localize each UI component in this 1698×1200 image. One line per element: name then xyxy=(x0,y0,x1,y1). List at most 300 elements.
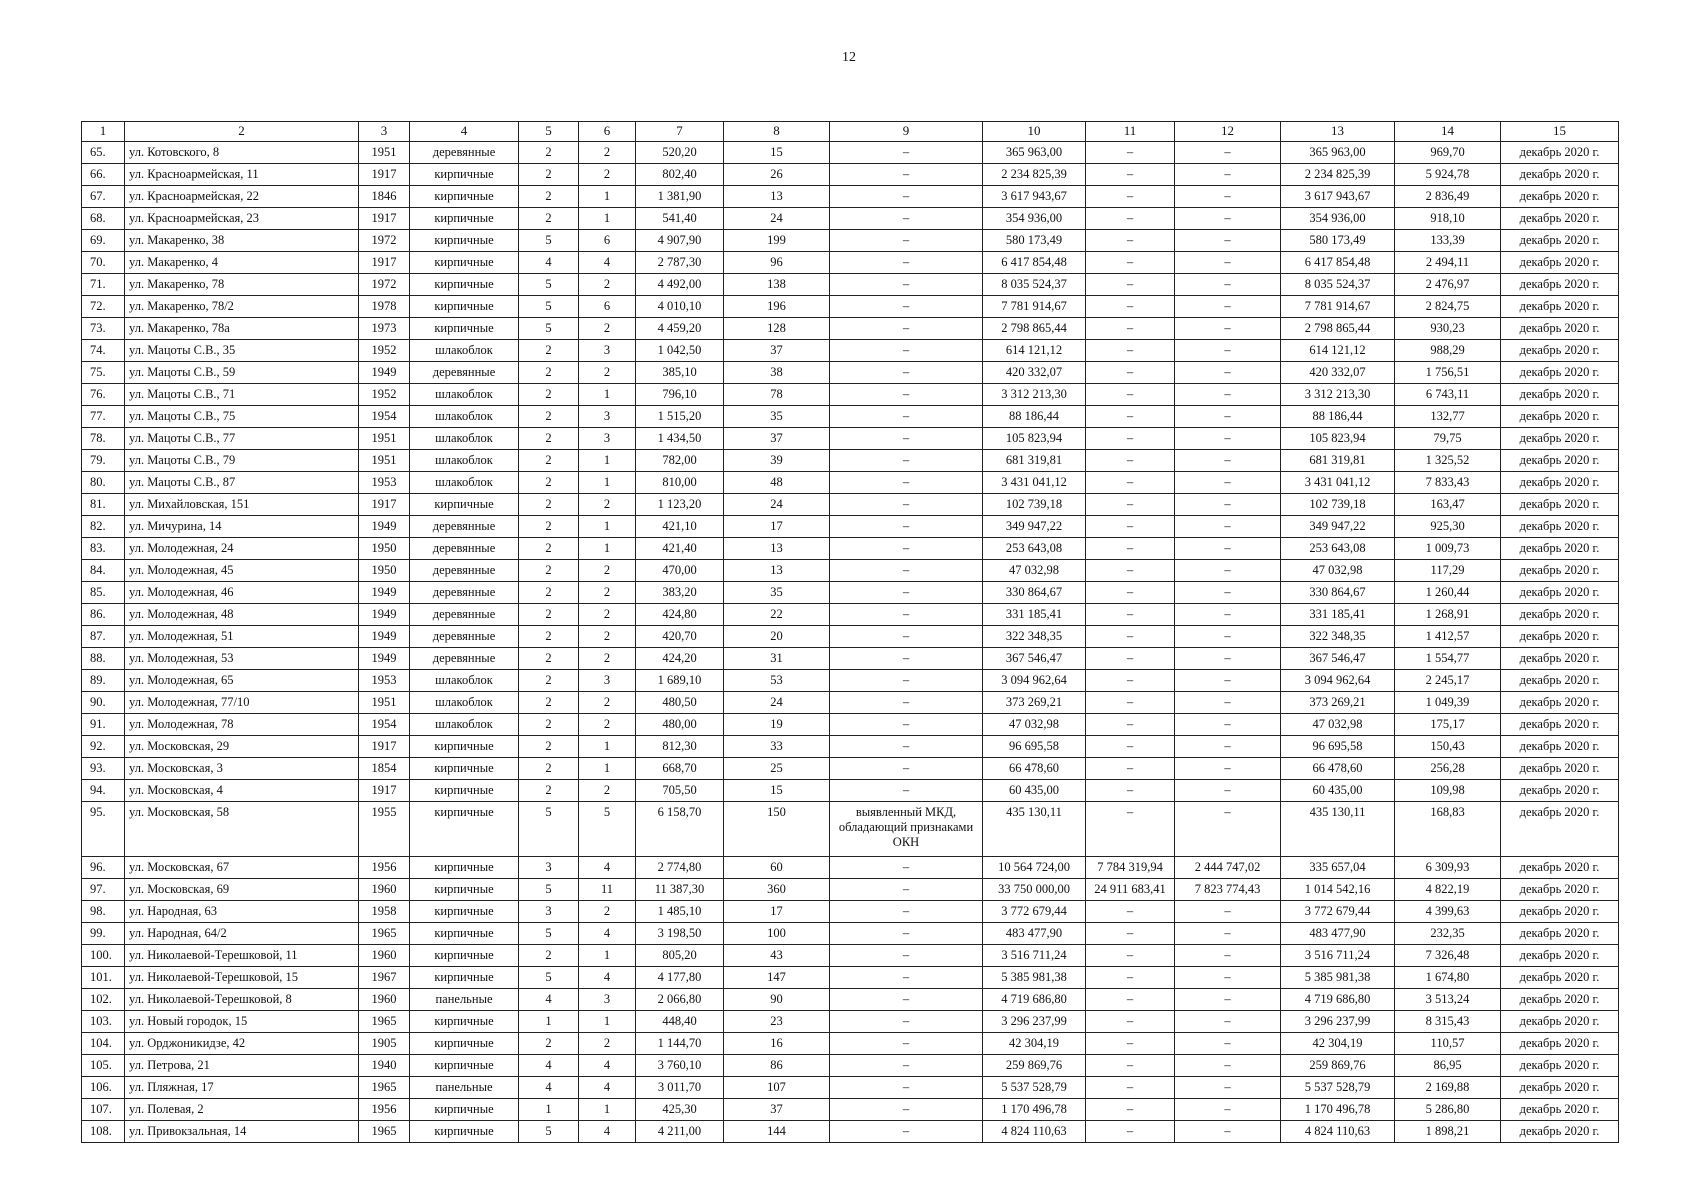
residents-cell: 48 xyxy=(724,472,830,494)
residents-cell: 13 xyxy=(724,538,830,560)
year-built-cell: 1960 xyxy=(359,989,410,1011)
entrances-cell: 2 xyxy=(579,901,636,923)
okn-status-cell: – xyxy=(830,230,983,252)
regional-share-cell: – xyxy=(1175,901,1281,923)
deadline-cell: декабрь 2020 г. xyxy=(1501,560,1619,582)
cost-per-sqm-cell: 988,29 xyxy=(1395,340,1501,362)
residents-cell: 90 xyxy=(724,989,830,1011)
deadline-cell: декабрь 2020 г. xyxy=(1501,582,1619,604)
regional-share-cell: – xyxy=(1175,472,1281,494)
total-cost-cell: 5 537 528,79 xyxy=(983,1077,1086,1099)
year-built-cell: 1917 xyxy=(359,208,410,230)
row-number-cell: 67. xyxy=(82,186,125,208)
floors-cell: 2 xyxy=(519,208,579,230)
residents-cell: 107 xyxy=(724,1077,830,1099)
column-header-5: 5 xyxy=(519,122,579,142)
address-cell: ул. Молодежная, 53 xyxy=(125,648,359,670)
floors-cell: 5 xyxy=(519,274,579,296)
fund-share-cell: – xyxy=(1086,406,1175,428)
address-cell: ул. Петрова, 21 xyxy=(125,1055,359,1077)
cost-per-sqm-cell: 925,30 xyxy=(1395,516,1501,538)
row-number-cell: 87. xyxy=(82,626,125,648)
total-cost-cell: 96 695,58 xyxy=(983,736,1086,758)
table-row xyxy=(82,967,1619,989)
okn-status-cell: – xyxy=(830,296,983,318)
row-number-cell: 70. xyxy=(82,252,125,274)
floors-cell: 2 xyxy=(519,516,579,538)
wall-material-cell: кирпичные xyxy=(410,736,519,758)
residents-cell: 16 xyxy=(724,1033,830,1055)
row-number-cell: 73. xyxy=(82,318,125,340)
deadline-cell: декабрь 2020 г. xyxy=(1501,230,1619,252)
okn-status-cell: – xyxy=(830,1077,983,1099)
deadline-cell: декабрь 2020 г. xyxy=(1501,670,1619,692)
row-number-cell: 78. xyxy=(82,428,125,450)
total-cost-cell: 3 772 679,44 xyxy=(983,901,1086,923)
row-number-cell: 91. xyxy=(82,714,125,736)
address-cell: ул. Николаевой-Терешковой, 8 xyxy=(125,989,359,1011)
address-cell: ул. Мичурина, 14 xyxy=(125,516,359,538)
total-cost-cell: 8 035 524,37 xyxy=(983,274,1086,296)
wall-material-cell: деревянные xyxy=(410,582,519,604)
entrances-cell: 3 xyxy=(579,428,636,450)
area-cell: 810,00 xyxy=(636,472,724,494)
okn-status-cell: – xyxy=(830,1011,983,1033)
entrances-cell: 2 xyxy=(579,604,636,626)
table-body xyxy=(82,142,1619,1143)
deadline-cell: декабрь 2020 г. xyxy=(1501,692,1619,714)
year-built-cell: 1973 xyxy=(359,318,410,340)
fund-share-cell: – xyxy=(1086,538,1175,560)
row-number-cell: 77. xyxy=(82,406,125,428)
fund-share-cell: 7 784 319,94 xyxy=(1086,857,1175,879)
cost-per-sqm-cell: 2 476,97 xyxy=(1395,274,1501,296)
cost-per-sqm-cell: 6 743,11 xyxy=(1395,384,1501,406)
local-share-cell: 349 947,22 xyxy=(1281,516,1395,538)
residents-cell: 37 xyxy=(724,428,830,450)
total-cost-cell: 3 312 213,30 xyxy=(983,384,1086,406)
total-cost-cell: 3 516 711,24 xyxy=(983,945,1086,967)
floors-cell: 2 xyxy=(519,780,579,802)
deadline-cell: декабрь 2020 г. xyxy=(1501,879,1619,901)
row-number-cell: 84. xyxy=(82,560,125,582)
year-built-cell: 1965 xyxy=(359,1011,410,1033)
year-built-cell: 1917 xyxy=(359,780,410,802)
row-number-cell: 79. xyxy=(82,450,125,472)
entrances-cell: 2 xyxy=(579,274,636,296)
local-share-cell: 8 035 524,37 xyxy=(1281,274,1395,296)
row-number-cell: 105. xyxy=(82,1055,125,1077)
area-cell: 383,20 xyxy=(636,582,724,604)
row-number-cell: 100. xyxy=(82,945,125,967)
deadline-cell: декабрь 2020 г. xyxy=(1501,252,1619,274)
residents-cell: 39 xyxy=(724,450,830,472)
area-cell: 3 760,10 xyxy=(636,1055,724,1077)
fund-share-cell: – xyxy=(1086,989,1175,1011)
cost-per-sqm-cell: 1 049,39 xyxy=(1395,692,1501,714)
area-cell: 705,50 xyxy=(636,780,724,802)
regional-share-cell: – xyxy=(1175,802,1281,857)
entrances-cell: 2 xyxy=(579,714,636,736)
fund-share-cell: – xyxy=(1086,1077,1175,1099)
regional-share-cell: – xyxy=(1175,516,1281,538)
residents-cell: 13 xyxy=(724,186,830,208)
entrances-cell: 3 xyxy=(579,989,636,1011)
cost-per-sqm-cell: 232,35 xyxy=(1395,923,1501,945)
residents-cell: 37 xyxy=(724,340,830,362)
address-cell: ул. Молодежная, 45 xyxy=(125,560,359,582)
cost-per-sqm-cell: 175,17 xyxy=(1395,714,1501,736)
deadline-cell: декабрь 2020 г. xyxy=(1501,208,1619,230)
entrances-cell: 2 xyxy=(579,692,636,714)
cost-per-sqm-cell: 1 260,44 xyxy=(1395,582,1501,604)
row-number-cell: 88. xyxy=(82,648,125,670)
total-cost-cell: 47 032,98 xyxy=(983,560,1086,582)
address-cell: ул. Молодежная, 24 xyxy=(125,538,359,560)
floors-cell: 5 xyxy=(519,318,579,340)
entrances-cell: 1 xyxy=(579,384,636,406)
area-cell: 3 198,50 xyxy=(636,923,724,945)
table-row xyxy=(82,879,1619,901)
area-cell: 480,50 xyxy=(636,692,724,714)
year-built-cell: 1951 xyxy=(359,142,410,164)
fund-share-cell: – xyxy=(1086,560,1175,582)
fund-share-cell: – xyxy=(1086,164,1175,186)
area-cell: 796,10 xyxy=(636,384,724,406)
okn-status-cell: – xyxy=(830,1033,983,1055)
local-share-cell: 367 546,47 xyxy=(1281,648,1395,670)
address-cell: ул. Народная, 63 xyxy=(125,901,359,923)
regional-share-cell: – xyxy=(1175,670,1281,692)
total-cost-cell: 2 798 865,44 xyxy=(983,318,1086,340)
local-share-cell: 253 643,08 xyxy=(1281,538,1395,560)
regional-share-cell: – xyxy=(1175,736,1281,758)
regional-share-cell: – xyxy=(1175,296,1281,318)
local-share-cell: 580 173,49 xyxy=(1281,230,1395,252)
residents-cell: 24 xyxy=(724,494,830,516)
deadline-cell: декабрь 2020 г. xyxy=(1501,186,1619,208)
year-built-cell: 1956 xyxy=(359,1099,410,1121)
entrances-cell: 2 xyxy=(579,626,636,648)
entrances-cell: 4 xyxy=(579,1121,636,1143)
cost-per-sqm-cell: 5 924,78 xyxy=(1395,164,1501,186)
wall-material-cell: шлакоблок xyxy=(410,428,519,450)
cost-per-sqm-cell: 1 009,73 xyxy=(1395,538,1501,560)
wall-material-cell: шлакоблок xyxy=(410,340,519,362)
floors-cell: 5 xyxy=(519,296,579,318)
total-cost-cell: 681 319,81 xyxy=(983,450,1086,472)
okn-status-cell: – xyxy=(830,450,983,472)
table-row xyxy=(82,384,1619,406)
address-cell: ул. Орджоникидзе, 42 xyxy=(125,1033,359,1055)
regional-share-cell: – xyxy=(1175,989,1281,1011)
floors-cell: 1 xyxy=(519,1099,579,1121)
table-row xyxy=(82,989,1619,1011)
address-cell: ул. Полевая, 2 xyxy=(125,1099,359,1121)
floors-cell: 5 xyxy=(519,879,579,901)
deadline-cell: декабрь 2020 г. xyxy=(1501,538,1619,560)
fund-share-cell: – xyxy=(1086,967,1175,989)
wall-material-cell: кирпичные xyxy=(410,802,519,857)
year-built-cell: 1958 xyxy=(359,901,410,923)
floors-cell: 2 xyxy=(519,670,579,692)
row-number-cell: 96. xyxy=(82,857,125,879)
address-cell: ул. Молодежная, 78 xyxy=(125,714,359,736)
total-cost-cell: 3 094 962,64 xyxy=(983,670,1086,692)
wall-material-cell: деревянные xyxy=(410,538,519,560)
deadline-cell: декабрь 2020 г. xyxy=(1501,318,1619,340)
residents-cell: 15 xyxy=(724,780,830,802)
entrances-cell: 4 xyxy=(579,923,636,945)
regional-share-cell: – xyxy=(1175,1099,1281,1121)
local-share-cell: 330 864,67 xyxy=(1281,582,1395,604)
table-row xyxy=(82,648,1619,670)
floors-cell: 4 xyxy=(519,1055,579,1077)
total-cost-cell: 42 304,19 xyxy=(983,1033,1086,1055)
regional-share-cell: – xyxy=(1175,450,1281,472)
table-row xyxy=(82,472,1619,494)
fund-share-cell: – xyxy=(1086,450,1175,472)
table-row xyxy=(82,1121,1619,1143)
residents-cell: 96 xyxy=(724,252,830,274)
year-built-cell: 1978 xyxy=(359,296,410,318)
row-number-cell: 85. xyxy=(82,582,125,604)
area-cell: 812,30 xyxy=(636,736,724,758)
year-built-cell: 1954 xyxy=(359,714,410,736)
floors-cell: 5 xyxy=(519,967,579,989)
year-built-cell: 1951 xyxy=(359,428,410,450)
total-cost-cell: 4 824 110,63 xyxy=(983,1121,1086,1143)
address-cell: ул. Московская, 67 xyxy=(125,857,359,879)
year-built-cell: 1917 xyxy=(359,164,410,186)
fund-share-cell: – xyxy=(1086,692,1175,714)
floors-cell: 2 xyxy=(519,714,579,736)
area-cell: 425,30 xyxy=(636,1099,724,1121)
deadline-cell: декабрь 2020 г. xyxy=(1501,780,1619,802)
area-cell: 2 787,30 xyxy=(636,252,724,274)
area-cell: 420,70 xyxy=(636,626,724,648)
total-cost-cell: 5 385 981,38 xyxy=(983,967,1086,989)
deadline-cell: декабрь 2020 г. xyxy=(1501,967,1619,989)
wall-material-cell: кирпичные xyxy=(410,967,519,989)
regional-share-cell: – xyxy=(1175,1077,1281,1099)
wall-material-cell: кирпичные xyxy=(410,296,519,318)
area-cell: 520,20 xyxy=(636,142,724,164)
total-cost-cell: 47 032,98 xyxy=(983,714,1086,736)
total-cost-cell: 88 186,44 xyxy=(983,406,1086,428)
table-row xyxy=(82,516,1619,538)
residents-cell: 23 xyxy=(724,1011,830,1033)
regional-share-cell: – xyxy=(1175,923,1281,945)
local-share-cell: 66 478,60 xyxy=(1281,758,1395,780)
row-number-cell: 81. xyxy=(82,494,125,516)
local-share-cell: 681 319,81 xyxy=(1281,450,1395,472)
floors-cell: 2 xyxy=(519,472,579,494)
table-row xyxy=(82,1011,1619,1033)
deadline-cell: декабрь 2020 г. xyxy=(1501,923,1619,945)
column-header-14: 14 xyxy=(1395,122,1501,142)
fund-share-cell: – xyxy=(1086,901,1175,923)
area-cell: 782,00 xyxy=(636,450,724,472)
local-share-cell: 42 304,19 xyxy=(1281,1033,1395,1055)
table-row xyxy=(82,736,1619,758)
regional-share-cell: – xyxy=(1175,692,1281,714)
table-row xyxy=(82,494,1619,516)
deadline-cell: декабрь 2020 г. xyxy=(1501,714,1619,736)
column-header-15: 15 xyxy=(1501,122,1619,142)
regional-share-cell: – xyxy=(1175,362,1281,384)
wall-material-cell: кирпичные xyxy=(410,164,519,186)
local-share-cell: 4 824 110,63 xyxy=(1281,1121,1395,1143)
fund-share-cell: – xyxy=(1086,923,1175,945)
year-built-cell: 1949 xyxy=(359,626,410,648)
year-built-cell: 1967 xyxy=(359,967,410,989)
regional-share-cell: – xyxy=(1175,252,1281,274)
area-cell: 385,10 xyxy=(636,362,724,384)
cost-per-sqm-cell: 1 325,52 xyxy=(1395,450,1501,472)
floors-cell: 2 xyxy=(519,604,579,626)
regional-share-cell: – xyxy=(1175,208,1281,230)
cost-per-sqm-cell: 8 315,43 xyxy=(1395,1011,1501,1033)
year-built-cell: 1917 xyxy=(359,252,410,274)
wall-material-cell: деревянные xyxy=(410,516,519,538)
cost-per-sqm-cell: 109,98 xyxy=(1395,780,1501,802)
total-cost-cell: 330 864,67 xyxy=(983,582,1086,604)
okn-status-cell: – xyxy=(830,1121,983,1143)
wall-material-cell: шлакоблок xyxy=(410,714,519,736)
deadline-cell: декабрь 2020 г. xyxy=(1501,516,1619,538)
total-cost-cell: 259 869,76 xyxy=(983,1055,1086,1077)
okn-status-cell: – xyxy=(830,670,983,692)
area-cell: 421,10 xyxy=(636,516,724,538)
regional-share-cell: – xyxy=(1175,428,1281,450)
page-number: 12 xyxy=(842,50,856,65)
wall-material-cell: кирпичные xyxy=(410,901,519,923)
deadline-cell: декабрь 2020 г. xyxy=(1501,164,1619,186)
total-cost-cell: 483 477,90 xyxy=(983,923,1086,945)
total-cost-cell: 66 478,60 xyxy=(983,758,1086,780)
floors-cell: 4 xyxy=(519,1077,579,1099)
local-share-cell: 3 617 943,67 xyxy=(1281,186,1395,208)
total-cost-cell: 253 643,08 xyxy=(983,538,1086,560)
floors-cell: 2 xyxy=(519,626,579,648)
cost-per-sqm-cell: 2 836,49 xyxy=(1395,186,1501,208)
okn-status-cell: – xyxy=(830,472,983,494)
residents-cell: 17 xyxy=(724,516,830,538)
area-cell: 6 158,70 xyxy=(636,802,724,857)
okn-status-cell: – xyxy=(830,428,983,450)
total-cost-cell: 1 170 496,78 xyxy=(983,1099,1086,1121)
column-header-6: 6 xyxy=(579,122,636,142)
table-row xyxy=(82,318,1619,340)
floors-cell: 2 xyxy=(519,450,579,472)
residents-cell: 78 xyxy=(724,384,830,406)
total-cost-cell: 365 963,00 xyxy=(983,142,1086,164)
year-built-cell: 1950 xyxy=(359,560,410,582)
wall-material-cell: кирпичные xyxy=(410,1099,519,1121)
deadline-cell: декабрь 2020 г. xyxy=(1501,1099,1619,1121)
regional-share-cell: – xyxy=(1175,406,1281,428)
fund-share-cell: – xyxy=(1086,736,1175,758)
okn-status-cell: – xyxy=(830,208,983,230)
floors-cell: 2 xyxy=(519,582,579,604)
okn-status-cell: – xyxy=(830,362,983,384)
entrances-cell: 4 xyxy=(579,1055,636,1077)
entrances-cell: 1 xyxy=(579,472,636,494)
year-built-cell: 1965 xyxy=(359,1077,410,1099)
fund-share-cell: – xyxy=(1086,274,1175,296)
row-number-cell: 108. xyxy=(82,1121,125,1143)
okn-status-cell: – xyxy=(830,736,983,758)
fund-share-cell: – xyxy=(1086,318,1175,340)
floors-cell: 2 xyxy=(519,692,579,714)
cost-per-sqm-cell: 6 309,93 xyxy=(1395,857,1501,879)
floors-cell: 2 xyxy=(519,428,579,450)
year-built-cell: 1953 xyxy=(359,472,410,494)
floors-cell: 5 xyxy=(519,1121,579,1143)
cost-per-sqm-cell: 2 245,17 xyxy=(1395,670,1501,692)
area-cell: 668,70 xyxy=(636,758,724,780)
row-number-cell: 106. xyxy=(82,1077,125,1099)
local-share-cell: 3 431 041,12 xyxy=(1281,472,1395,494)
wall-material-cell: шлакоблок xyxy=(410,450,519,472)
year-built-cell: 1951 xyxy=(359,692,410,714)
floors-cell: 5 xyxy=(519,230,579,252)
residents-cell: 26 xyxy=(724,164,830,186)
residents-cell: 33 xyxy=(724,736,830,758)
address-cell: ул. Молодежная, 51 xyxy=(125,626,359,648)
fund-share-cell: – xyxy=(1086,362,1175,384)
entrances-cell: 1 xyxy=(579,186,636,208)
year-built-cell: 1846 xyxy=(359,186,410,208)
area-cell: 421,40 xyxy=(636,538,724,560)
regional-share-cell: – xyxy=(1175,582,1281,604)
okn-status-cell: – xyxy=(830,252,983,274)
regional-share-cell: – xyxy=(1175,340,1281,362)
residents-cell: 37 xyxy=(724,1099,830,1121)
deadline-cell: декабрь 2020 г. xyxy=(1501,296,1619,318)
table-row xyxy=(82,857,1619,879)
address-cell: ул. Михайловская, 151 xyxy=(125,494,359,516)
fund-share-cell: – xyxy=(1086,340,1175,362)
cost-per-sqm-cell: 132,77 xyxy=(1395,406,1501,428)
column-header-10: 10 xyxy=(983,122,1086,142)
deadline-cell: декабрь 2020 г. xyxy=(1501,142,1619,164)
address-cell: ул. Мацоты С.В., 75 xyxy=(125,406,359,428)
area-cell: 4 010,10 xyxy=(636,296,724,318)
local-share-cell: 259 869,76 xyxy=(1281,1055,1395,1077)
total-cost-cell: 580 173,49 xyxy=(983,230,1086,252)
year-built-cell: 1955 xyxy=(359,802,410,857)
local-share-cell: 4 719 686,80 xyxy=(1281,989,1395,1011)
table-row xyxy=(82,164,1619,186)
floors-cell: 2 xyxy=(519,340,579,362)
total-cost-cell: 4 719 686,80 xyxy=(983,989,1086,1011)
table-row xyxy=(82,626,1619,648)
address-cell: ул. Московская, 58 xyxy=(125,802,359,857)
floors-cell: 1 xyxy=(519,1011,579,1033)
area-cell: 805,20 xyxy=(636,945,724,967)
regional-share-cell: – xyxy=(1175,274,1281,296)
row-number-cell: 72. xyxy=(82,296,125,318)
okn-status-cell: – xyxy=(830,901,983,923)
residents-cell: 53 xyxy=(724,670,830,692)
year-built-cell: 1917 xyxy=(359,494,410,516)
table-row xyxy=(82,604,1619,626)
wall-material-cell: деревянные xyxy=(410,560,519,582)
residents-cell: 128 xyxy=(724,318,830,340)
deadline-cell: декабрь 2020 г. xyxy=(1501,1011,1619,1033)
